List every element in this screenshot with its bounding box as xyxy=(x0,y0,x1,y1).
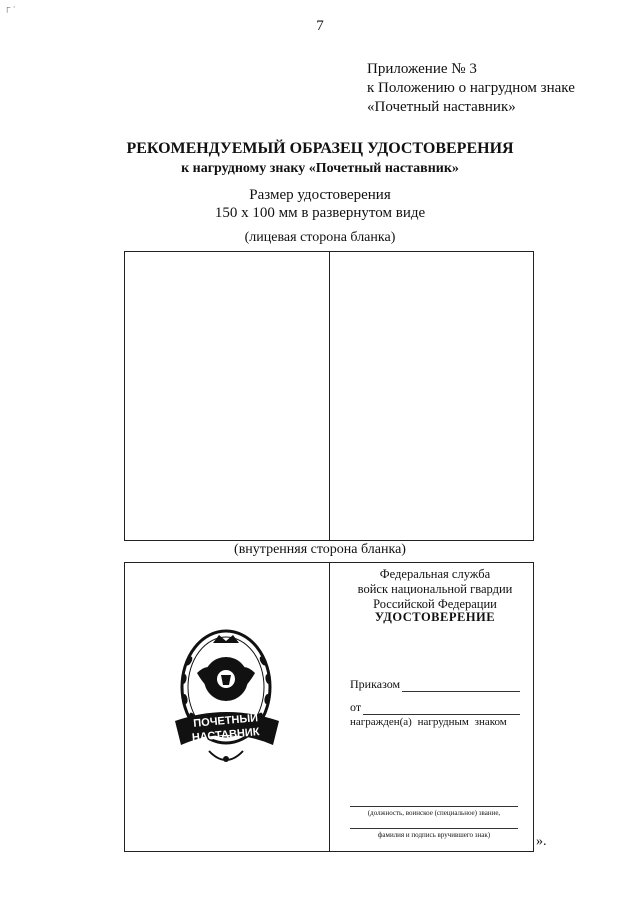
document-subtitle: к нагрудному знаку «Почетный наставник» xyxy=(181,161,459,176)
org-line: Федеральная служба xyxy=(379,567,491,581)
order-blank-line xyxy=(402,679,520,692)
size-info xyxy=(0,186,640,222)
fold-line xyxy=(329,563,330,851)
fold-line xyxy=(329,252,330,540)
size-dimensions: 150 х 100 мм в развернутом виде xyxy=(214,205,426,221)
badge-text-2: НАСТАВНИК xyxy=(191,726,261,744)
organization-name xyxy=(335,567,535,612)
appendix-number: Приложение № 3 xyxy=(367,61,477,77)
date-field xyxy=(350,700,520,715)
front-side-blank xyxy=(124,251,534,541)
org-line: Российской Федерации xyxy=(373,597,497,611)
name-signature-line xyxy=(350,828,518,829)
appendix-header xyxy=(367,60,575,117)
document-title: РЕКОМЕНДУЕМЫЙ ОБРАЗЕЦ УДОСТОВЕРЕНИЯ xyxy=(126,140,514,157)
corner-mark: ┌ · xyxy=(4,2,16,12)
awarded-text: награжден(а) нагрудным знаком xyxy=(350,716,507,728)
certificate-heading: УДОСТОВЕРЕНИЕ xyxy=(374,610,496,624)
org-line: войск национальной гвардии xyxy=(357,582,513,596)
badge-text-1: ПОЧЕТНЫЙ xyxy=(192,712,259,730)
date-blank-line xyxy=(363,702,520,715)
badge-emblem-icon xyxy=(169,621,284,771)
order-label: Приказом xyxy=(350,677,401,691)
order-field xyxy=(350,677,520,692)
page-number: 7 xyxy=(316,18,324,34)
inner-side-blank xyxy=(124,562,534,852)
position-caption: (должность, воинское (специальное) звание, xyxy=(367,809,501,817)
name-caption: фамилия и подпись вручившего знак) xyxy=(377,831,491,839)
position-signature-line xyxy=(350,806,518,807)
closing-quote: ». xyxy=(536,834,547,849)
appendix-reference: к Положению о нагрудном знаке xyxy=(367,80,575,96)
inner-side-caption: (внутренняя сторона бланка) xyxy=(234,542,406,557)
appendix-badge-name: «Почетный наставник» xyxy=(367,99,516,115)
front-side-caption: (лицевая сторона бланка) xyxy=(244,230,396,245)
from-label: от xyxy=(350,700,362,714)
size-label: Размер удостоверения xyxy=(249,187,391,203)
